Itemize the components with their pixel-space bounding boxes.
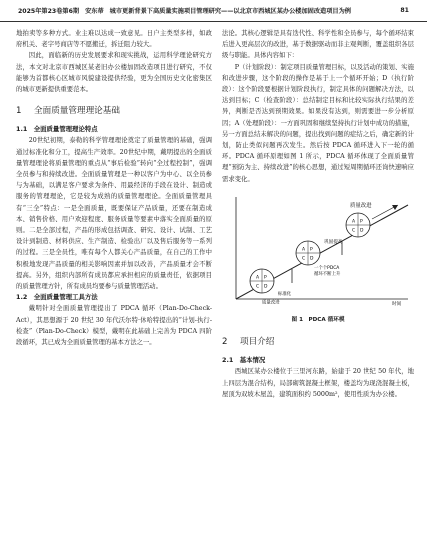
section-title: 全面质量管理理论基础 — [34, 106, 120, 117]
label-consolidate: 巩固提高 — [324, 239, 343, 245]
cycle-p: P — [264, 275, 267, 281]
cycle-c: C — [302, 256, 306, 262]
section-number: 1 — [16, 106, 22, 117]
cycle-p: P — [310, 247, 313, 253]
cycle-d: D — [264, 284, 268, 290]
running-title: 城市更新背景下高质量实施项目管理研究——以北京市西城区某办公楼加固改造项目为例 — [109, 8, 351, 15]
right-column — [222, 28, 414, 400]
label-base: 质量改进 — [262, 300, 280, 306]
pdca-figure — [222, 191, 414, 311]
pdca-circle-3 — [346, 213, 370, 237]
section-heading — [16, 105, 212, 118]
section-heading — [222, 336, 414, 349]
author: 安东蒂 — [85, 8, 104, 15]
cycle-a: A — [256, 275, 260, 281]
paragraph: P（计划阶段）：制定项目质量管理目标，以及活动的策划、实施和改进步骤，这个阶段的操作是基于上一个循环开始；D（执行阶段）：这个阶段要根据计划阶段执行，制定具体的问题解决方法，以达到目标；C（检查阶段）：总结制定目标和比较实际执行结果的差异，判断是否达到预期效果。如果没有达到，则需要进一步分析原因；A（处理阶段）：一方面巩固和继续坚持执行计划中成功的措施，另一方面总结未解决的问题，提出找到问题的症结之后，确定新的计划，防止类似问题再次发生。然后按 PDCA 循环进入下一轮的循环。PDCA 循环原理如图 1 所示，PDCA 循环体现了全面质量管理“预防为主、持续改进”的核心思想，通过短周期循环还询快速响应需求变化。 — [222, 63, 414, 183]
label-time-axis: 时间 — [392, 301, 402, 307]
paragraph: 20世纪初期，泰勒的科学管理理论奠定了质量管理的基础，强调通过标准化和分工，提高生产效率。20世纪中期，戴明提出的全面质量管理理论将质量管理的重点从“事后检验”转向“全过程控制”，强调全员参与和持续改进。全面质量管理是一种以客户为中心、以全员参与为基础，以满足客户要求为条件、用最经济的手段在设计、制造或服务的管理理论，它是较为成熟的质量管理理论。全面质量管理具有“三全”特点：一是全面质量，既要保证产品质量，还要在制造成本、销售价格、用户欢迎程度、服务质量等要素中落实全面质量的原则。二是全部过程，产品的形成包括调查、研究、设计、试制、工艺设计到制造、材料供应、生产制造、检验出厂以及售后服务等一系列的过程。三是全员性，唯有每个人都关心产品质量，在自己的工作中积极地发现产品质量的相关影响因素并加以改善，产品质量才会不断提高。另外，组织内部所有成员都应承担相应的质量责任，依据项目的质量管理方针，所有成员均要参与质量管理活动。 — [16, 137, 212, 291]
subsection-heading: 2.1 基本情况 — [222, 356, 266, 365]
label-cycle-line2: 循环不断上升 — [314, 271, 341, 277]
subsection-heading: 1.1 全面质量管理理论特点 — [16, 125, 98, 134]
page-header — [0, 0, 427, 22]
pdca-diagram — [222, 191, 414, 307]
section-number: 2 — [222, 337, 228, 348]
cycle-p: P — [360, 219, 363, 225]
cycle-a: A — [302, 247, 306, 253]
cycle-d: D — [360, 228, 364, 234]
left-column — [16, 28, 212, 348]
paragraph: 西城区某办公楼位于三里河东路，始建于 20 世纪 50 年代，地上四层为混合结构，局部砌筑混凝土框架，楼盖均为现浇混凝土板，屋顶为双坡木屋盖，建筑面积约 5000m²，使用性质为办公楼。 — [222, 368, 414, 398]
paragraph: 法论。其核心逻辑是具有迭代性、科学性和全员参与，每个循环结束后进入更高层次的改进，基于数据驱动而非主观判断，覆盖组织各层级与职能。具体内容如下： — [222, 30, 414, 60]
cycle-c: C — [256, 284, 260, 290]
label-cycle-line1: 一个个PDCA — [314, 265, 340, 271]
paragraph: 地拍卖等多种方式。业主难以达成一致意见。日户主类型多样，如政府机关、老字号商店等不愿搬迁，拆迁阻力较大。 — [16, 30, 212, 49]
section-title: 项目介绍 — [240, 337, 275, 348]
figure-caption: 图 1 PDCA 循环模 — [291, 317, 345, 324]
cycle-d: D — [310, 256, 314, 262]
pdca-circle-1 — [250, 269, 274, 293]
label-standardize: 标准化 — [278, 291, 292, 297]
cycle-a: A — [352, 219, 356, 225]
paragraph: 戴明针对全面质量管理提出了 PDCA 循环（Plan-Do-Check-Act），其思想源于 20 世纪 30 年代沃尔特·休哈特提出的“计划-执行-检查”（Plan-Do-Check）模型，戴明在此基础上完善为 PDCA 四阶段循环，其已成为全面质量管理的基本方法之一。 — [16, 305, 212, 347]
journal-issue: 2025年第23卷第6期 — [18, 8, 80, 15]
label-quality-up: 质量改进 — [350, 202, 372, 209]
cycle-c: C — [352, 228, 356, 234]
subsection-heading: 1.2 全面质量管理工具方法 — [16, 293, 98, 302]
page-number: 81 — [400, 7, 409, 14]
pdca-circle-2 — [296, 241, 320, 265]
paragraph: 因此，面临新的历史发展要求和现实挑战，运用科学理论研究方法，本文对北京市西城区某老旧办公楼加固改造项目进行研究，不仅能够为首都核心区城市风貌建设提供经验，更为全国历史文化密集区的城市更新提供重要范本。 — [16, 52, 212, 94]
